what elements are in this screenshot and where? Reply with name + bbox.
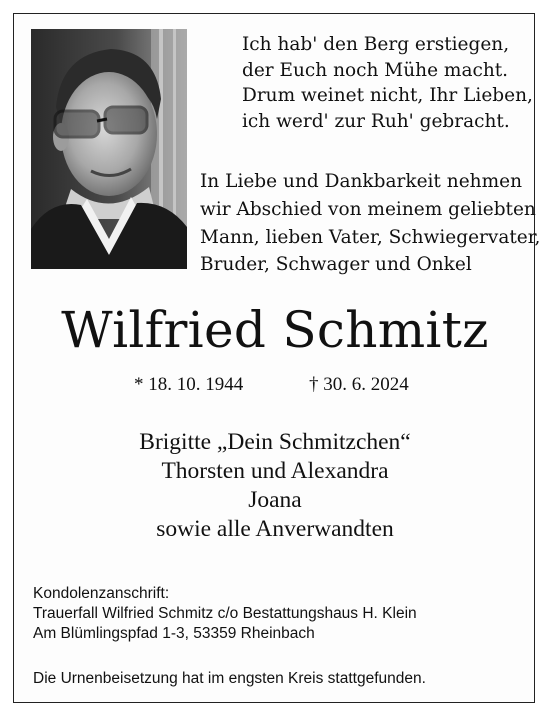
condolence-label: Kondolenzanschrift: — [33, 585, 170, 602]
intro-line: wir Abschied von meinem geliebten — [200, 198, 536, 220]
mourner-line: sowie alle Anverwandten — [156, 516, 394, 542]
verse-line: Ich hab' den Berg erstiegen, — [242, 34, 510, 55]
intro-text — [200, 168, 541, 279]
burial-note: Die Urnenbeisetzung hat im engsten Kreis stattgefunden. — [33, 670, 426, 687]
condolence-line: Am Blümlingspfad 1-3, 53359 Rheinbach — [33, 625, 315, 642]
mourner-line: Thorsten und Alexandra — [161, 458, 389, 484]
mourner-line: Joana — [248, 487, 302, 513]
birth-date: * 18. 10. 1944 — [134, 374, 244, 395]
deceased-name: Wilfried Schmitz — [61, 301, 489, 359]
verse-line: Drum weinet nicht, Ihr Lieben, — [242, 85, 533, 106]
poem-verse — [242, 32, 533, 134]
intro-line: Bruder, Schwager und Onkel — [200, 254, 472, 276]
death-date: † 30. 6. 2024 — [309, 374, 409, 395]
intro-line: Mann, lieben Vater, Schwiegervater, — [200, 226, 541, 248]
verse-line: ich werd' zur Ruh' gebracht. — [242, 110, 510, 132]
verse-line: der Euch noch Mühe macht. — [242, 59, 509, 81]
condolence-line: Trauerfall Wilfried Schmitz c/o Bestattungshaus H. Klein — [33, 605, 417, 622]
mourner-line: Brigitte „Dein Schmitzchen“ — [139, 429, 411, 455]
condolence-address — [33, 584, 417, 644]
intro-line: In Liebe und Dankbarkeit nehmen — [200, 171, 522, 192]
portrait-photo — [31, 29, 187, 269]
mourners-list — [0, 428, 550, 544]
